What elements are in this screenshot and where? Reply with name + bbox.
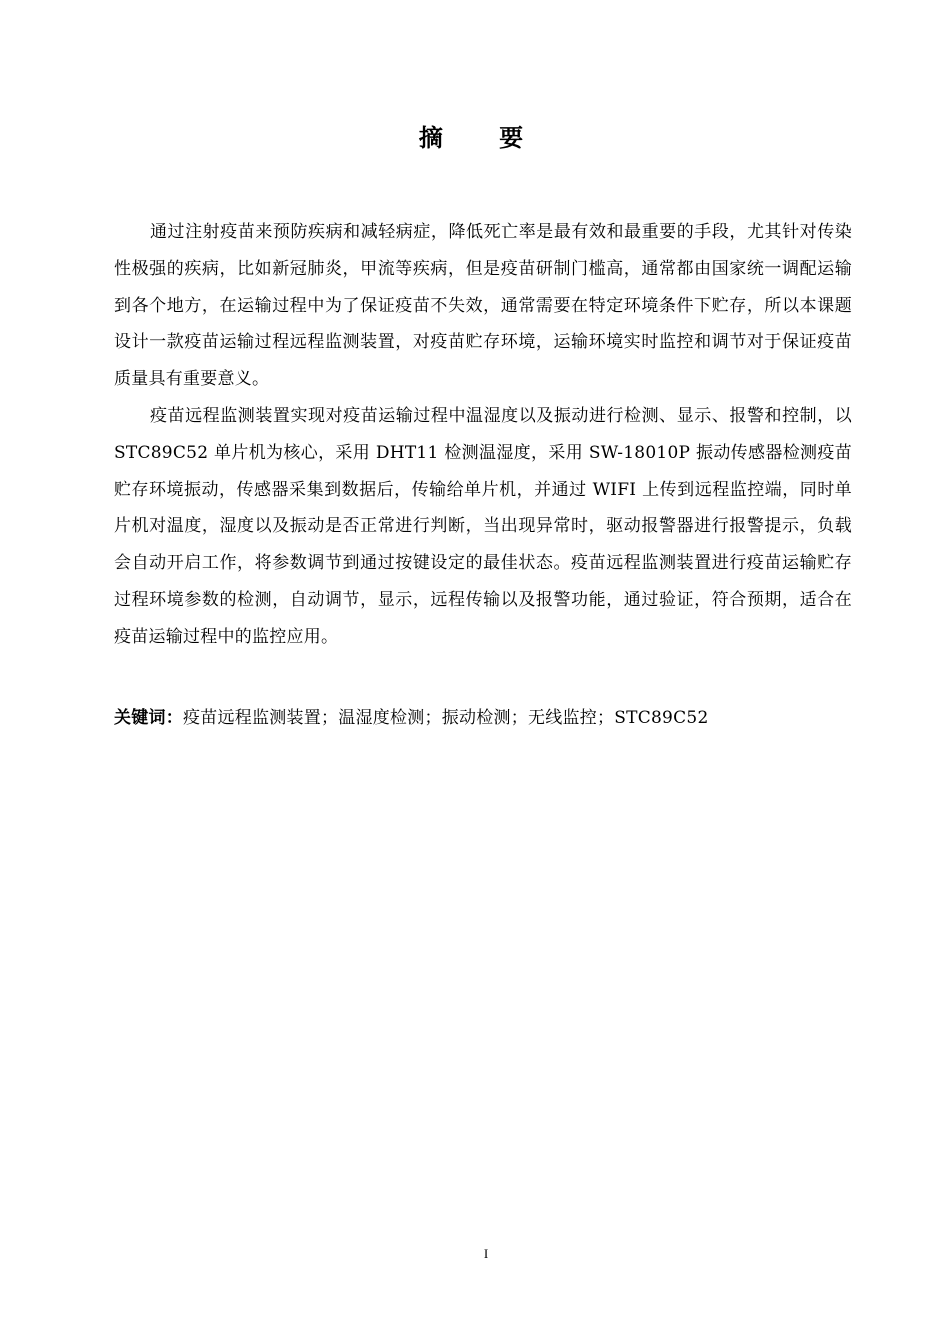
abstract-paragraph-2: 疫苗远程监测装置实现对疫苗运输过程中温湿度以及振动进行检测、显示、报警和控制，以 STC89C52 单片机为核心，采用 DHT11 检测温湿度，采用 SW-18010P 振动传感器检测疫苗贮存环境振动，传感器采集到数据后，传输给单片机，并通过 WIFI 上传到远程监控端，同时单片机对温度，湿度以及振动是否正常进行判断，当出现异常时，驱动报警器进行报警提示，负载会自动开启工作，将参数调节到通过按键设定的最佳状态。疫苗远程监测装置进行疫苗运输贮存过程环境参数的检测，自动调节，显示，远程传输以及报警功能，通过验证，符合预期，适合在疫苗运输过程中的监控应用。 [114,405,852,647]
keywords-text: 疫苗远程监测装置；温湿度检测；振动检测；无线监控；STC89C52 [183,708,709,728]
page-number: I [483,1246,489,1261]
abstract-body [114,214,852,656]
keywords-label: 关键词： [114,708,183,728]
abstract-title: 摘 要 [418,124,548,152]
keywords-line [114,705,852,731]
abstract-paragraph-1: 通过注射疫苗来预防疾病和减轻病症，降低死亡率是最有效和最重要的手段，尤其针对传染性极强的疾病，比如新冠肺炎，甲流等疾病，但是疫苗研制门槛高，通常都由国家统一调配运输到各个地方，在运输过程中为了保证疫苗不失效，通常需要在特定环境条件下贮存，所以本课题设计一款疫苗运输过程远程监测装置，对疫苗贮存环境，运输环境实时监控和调节对于保证疫苗质量具有重要意义。 [114,222,852,390]
